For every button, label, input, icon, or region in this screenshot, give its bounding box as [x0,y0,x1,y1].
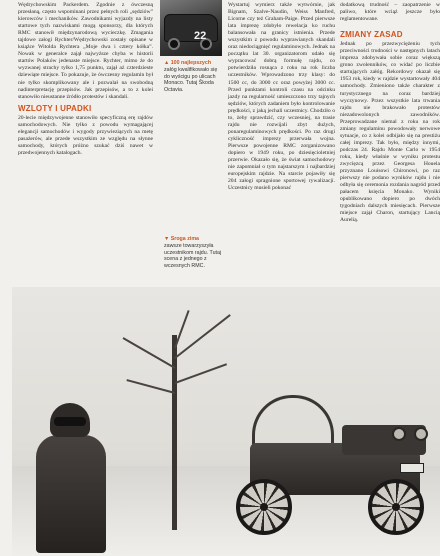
article-column-1 [18,2,153,272]
column-1-paragraph-2: 20-lecie międzywojenne stanowiło specyficzną erę rajdów samochodowych. Nie tylko z powodu wymagającej elegancji samochodów i wygody przywieziących na metę pasażerów, ale przede wszystkim ze względu na słynne samochody, których próżno szukać dziś nawet w przedwojennych katalogach. [18,114,153,156]
photo-caption-2: ▼ Sroga zima zawsze towarzyszyła uczestnikom rajdu. Tutaj scena z jednego z wczesnych RMC. [164,236,222,270]
car-number: 22 [194,30,207,42]
caption-2-text: zawsze towarzyszyła uczestnikom rajdu. Tutaj scena z jednego z wczesnych RMC. [164,242,222,270]
column-4-paragraph-1: dodatkową trudność – zaopatrzenie w paliwo, które wciąż jeszcze było reglamentowane. [340,2,440,23]
car-wheel-icon [168,38,180,50]
caption-1-text: załóg kwalifikowało się do wyścigu po ulicach Monaco. Tutaj Škoda Octavia. [164,66,218,94]
tree-trunk [172,335,177,530]
rally-car-photo [160,0,222,56]
section-heading-zmiany: ZMIANY ZASAD [340,30,403,40]
column-1-paragraph-1: Wędrychowskim Packerdem. Zgodnie z ówczesną przesłaną, często wspominani przez pełnych roli „sędziów” kierowców i mechaników. Zawodnikami wyjazdy na listy startowe tych nazwiskami mogą sponsorzy, dla których RMC stanowił międzynarodową wycieczkę. Zmagania tajdowe załogi Rychter/Wędrychowski zostały opisane w książce Witolda Rychtera „Moje dwa i cztery kółka”. Nowak w generalce zajął najwyższe chyba w historii startów Polaków jedenaste miejsce. Rychter, mimo że do wyzwanej strachy tylko 1,75 punktu, zajął aż czterdzieste dziewiąte miejsce. To pokazuje, że ówczesny regulamin był nie tylko skomplikowany ale i pozwalał na swobodną nadinterpretację przepisów. Jak przepisów, a to z kolei stanowiło nieustanne źródło protestów i skandali. [18,2,153,100]
driver-goggles [54,417,86,426]
section-heading-wzloty: WZLOTY I UPADKI [18,103,92,113]
caption-1-lead: 100 najlepszych [170,60,212,66]
photo-caption-1: ▲ 100 najlepszych załóg kwalifikowało się do wyścigu po ulicach Monaco. Tutaj Škoda Octavia. [164,60,218,94]
caption-2-lead: Sroga zima [170,236,199,242]
article-column-3 [228,2,335,285]
article-column-4 [340,2,440,285]
vintage-car [222,387,440,547]
car-wheel-icon [368,479,424,535]
headlamp-icon [414,427,428,441]
car-roof-frame [252,395,334,445]
headlamp-icon [392,427,406,441]
car-wheel-icon [236,479,292,535]
license-plate [400,463,424,473]
driver-figure [30,403,112,553]
column-3-paragraph-1: Wystartuj wymierz także wytwórnie, jak Bignam, Szalve-Naudin, Weiss Manfred, Licorne czy też Graham-Paige. Przed pierwsze lata imprezę zdobyło rewelacja ko ruchu balansowała na granicy istnienia. Przede wszystkim z powodu wyprawianych skandali oraz niedociągnięć regulaminowych. Jednak na początku lat 30. organizatorom udało się wypracować dobrą formułę rajdu, co potwierdziła rosnąca z roku na rok liczba uczestników. Wprowadzono trzy klasy: do 1500 cc, do 3000 cc oraz powyżej 3000 cc. Przed punktami kontroli czasu na odcinku jazdy na regularność umieszczono trzy tajnych sędziów, których zadaniem było kontrolowanie prędkości, z jaką jechali uczestnicy. Chodziło o to, żeby sprawdzić, czy wczesniej, na trasie rajdu nie rozwijali zbyt dużych, ponaregulaminowych prędkości. Po raz drugi cykliczność imprezy przerwała wojna. Pierwsze powojenne RMC zorganizowano dopiero w 1949 roku, po dziesięcioletniej przerwie. Okazało się, że świat samochodowy nie zapomniał o tym najstarszym i najbardziej europejskim rajdzie. Na starcie pojawiły się 204 załogi spragnione sportowej rywalizacji. Uczestnicy musieli pokonać [228,2,335,192]
column-4-paragraph-2: Jednak po przezwyciężeniu tych przeciwności trudności w następnych latach impreza zdobywała sobie coraz większą grono zwolenników, co widać po liczbie startujących załóg. Rekordowy okazał się 1953 rok, kiedy w rajdzie wystartowały 404 samochody. Zmieniono także charakter z turystycznego na coraz bardziej wyczynowy. Przez wszystkie lata trwania rajdu nie brakowało protestów niezadowolonych zawodników. Przeprowadzane niemal z roku na rok zmiany regulaminu powodowały nerwowe sytuacje, co z kolei odbijało się na prestiżu całej imprezy. Tak było, między innymi, podczas 24. Rajdu Monte Carlo w 1954 roku, kiedy właśnie w wyniku protestu zwycięzcą przez Georgesa Houela przyznano Louisowi Chironowi, po raz pierwszy nie podano wyników rajdu i nie odbyła się ceremonia rozdania nagród przed pałacem księcia Monako. Wyniki opublikowano dopiero po dwóch tygodniach dalszych miesięcach. Pierwsze miejsce zajął Charon, startujący Lancią Aurelią. [340,41,440,224]
winter-rally-photo [12,287,440,556]
car-hood [342,425,426,455]
driver-coat [36,435,106,553]
